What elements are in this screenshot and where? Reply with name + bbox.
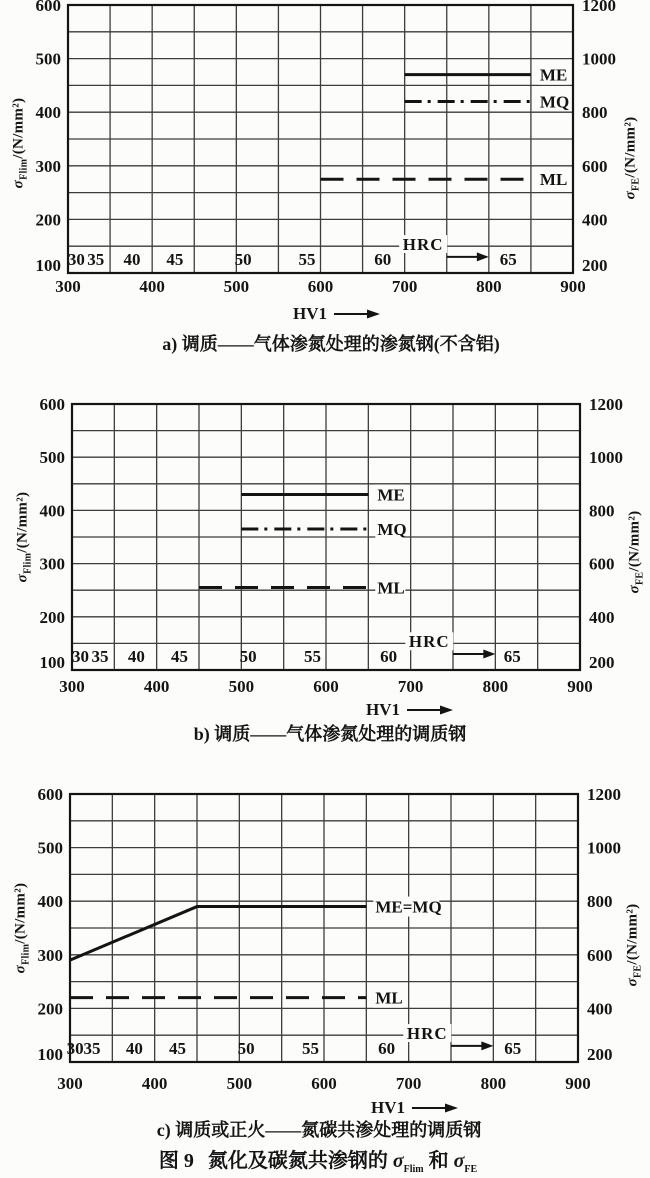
hrc-arrow-head xyxy=(477,252,489,261)
x-axis-label-b xyxy=(366,700,453,720)
y-right-tick: 400 xyxy=(587,999,613,1019)
y-right-tick: 800 xyxy=(589,501,615,521)
sigma-symbol: σ xyxy=(12,964,29,974)
y-left-tick: 500 xyxy=(37,838,63,858)
x-axis-label-c xyxy=(371,1098,458,1118)
hrc-value: 65 xyxy=(499,249,517,269)
chart-a xyxy=(36,0,617,296)
hrc-value: 35 xyxy=(83,1038,101,1058)
figure-number: 图 9 xyxy=(158,1150,194,1172)
y-right-tick: 400 xyxy=(582,210,608,230)
sigma-symbol: σ xyxy=(14,573,31,583)
x-tick: 900 xyxy=(565,1073,591,1093)
y-right-tick: 1000 xyxy=(589,448,623,468)
x-tick: 900 xyxy=(567,676,593,696)
y-left-tick: 100 xyxy=(35,255,61,275)
hrc-value: 55 xyxy=(303,646,321,666)
x-tick: 700 xyxy=(395,1073,422,1093)
sigma-symbol: σ xyxy=(392,1150,404,1172)
hrc-value: 45 xyxy=(169,1038,187,1058)
y-axis-label-right-b xyxy=(627,511,646,594)
y-left-tick: 600 xyxy=(37,784,63,804)
x-tick: 500 xyxy=(226,1073,253,1093)
axis-units: /(N/mm²) xyxy=(624,903,641,965)
y-left-tick: 500 xyxy=(35,49,61,69)
subcaption-a: a) 调质——气体渗氮处理的渗氮钢(不含铝) xyxy=(162,334,500,354)
hrc-value: 60 xyxy=(378,1038,396,1058)
series-label-MQ: MQ xyxy=(539,92,570,112)
y-right-tick: 1200 xyxy=(589,394,623,414)
sigma-subscript: FE xyxy=(632,964,644,979)
sigma-subscript: Flim xyxy=(22,552,34,574)
x-axis-label-a xyxy=(293,304,380,324)
hrc-value: 55 xyxy=(298,249,316,269)
figure-caption xyxy=(159,1144,477,1175)
y-right-tick: 200 xyxy=(589,652,615,672)
series-line-ME=MQ xyxy=(70,907,366,961)
axis-units: /(N/mm²) xyxy=(622,116,639,178)
series-label-ME: ME xyxy=(539,65,568,85)
x-tick: 400 xyxy=(141,1073,168,1093)
hrc-scale-label: HRC xyxy=(402,235,444,255)
hrc-value: 50 xyxy=(239,646,257,666)
series-label-ML: ML xyxy=(539,170,568,190)
y-right-tick: 200 xyxy=(582,255,608,275)
y-left-tick: 200 xyxy=(37,999,63,1019)
hrc-value: 30 xyxy=(71,646,89,666)
x-tick: 700 xyxy=(397,676,424,696)
y-left-tick: 100 xyxy=(37,1044,63,1064)
y-left-tick: 400 xyxy=(37,892,63,912)
series-label-MQ: MQ xyxy=(377,519,407,539)
y-left-tick: 500 xyxy=(39,448,65,468)
x-tick: 600 xyxy=(311,1073,337,1093)
axis-units: /(N/mm²) xyxy=(12,882,29,944)
sigma-subscript: Flim xyxy=(403,1164,424,1175)
sigma-symbol: σ xyxy=(626,585,643,594)
y-right-tick: 600 xyxy=(589,554,615,574)
right-arrow-icon xyxy=(412,1102,458,1114)
x-tick: 800 xyxy=(480,1073,507,1093)
x-tick: 300 xyxy=(59,676,85,696)
hrc-value: 45 xyxy=(171,646,189,666)
sigma-subscript: Flim xyxy=(18,158,30,180)
chart-c xyxy=(38,785,622,1093)
sigma-subscript: FE xyxy=(464,1164,478,1175)
chart-b xyxy=(40,395,624,696)
y-left-tick: 300 xyxy=(35,156,61,176)
y-axis-label-right-a xyxy=(623,117,642,200)
series-label-ME=MQ: ME=MQ xyxy=(375,897,442,917)
y-axis-label-left-a xyxy=(11,98,30,189)
x-axis-label-text: HV1 xyxy=(366,700,400,719)
hrc-value: 50 xyxy=(237,1038,255,1058)
axis-units: /(N/mm²) xyxy=(10,97,27,159)
hrc-value: 45 xyxy=(166,249,184,269)
axis-units: /(N/mm²) xyxy=(626,510,643,572)
right-arrow-icon xyxy=(334,308,380,320)
hrc-value: 40 xyxy=(125,1038,143,1058)
hrc-value: 65 xyxy=(503,646,521,666)
hrc-value: 30 xyxy=(66,1038,84,1058)
hrc-scale-label: HRC xyxy=(406,1024,448,1044)
sigma-subscript: Flim xyxy=(20,943,32,965)
x-tick: 700 xyxy=(391,276,418,296)
y-right-tick: 800 xyxy=(587,892,613,912)
x-tick: 600 xyxy=(313,676,339,696)
x-tick: 500 xyxy=(223,276,250,296)
hrc-value: 60 xyxy=(380,646,398,666)
x-tick: 900 xyxy=(560,276,586,296)
x-axis-label-text: HV1 xyxy=(371,1098,405,1117)
y-right-tick: 800 xyxy=(582,103,608,123)
figure-caption-and: 和 xyxy=(428,1150,449,1172)
y-right-tick: 1000 xyxy=(582,49,616,69)
sigma-symbol: σ xyxy=(622,191,639,200)
x-axis-label-text: HV1 xyxy=(293,304,327,323)
sigma-symbol: σ xyxy=(624,978,641,987)
y-left-tick: 200 xyxy=(35,210,61,230)
sigma-subscript: FE xyxy=(634,571,646,586)
hrc-value: 30 xyxy=(67,249,85,269)
subcaption-b: b) 调质——气体渗氮处理的调质钢 xyxy=(193,724,467,744)
sigma-symbol: σ xyxy=(10,179,27,189)
hrc-value: 40 xyxy=(123,249,141,269)
hrc-value: 60 xyxy=(374,249,392,269)
y-right-tick: 400 xyxy=(589,607,615,627)
x-tick: 600 xyxy=(307,276,334,296)
y-right-tick: 1200 xyxy=(582,0,616,15)
y-axis-label-right-c xyxy=(625,904,644,987)
subcaption-c: c) 调质或正火——氮碳共渗处理的调质钢 xyxy=(156,1120,482,1140)
y-left-tick: 400 xyxy=(35,103,61,123)
y-left-tick: 400 xyxy=(39,501,65,521)
sigma-symbol: σ xyxy=(453,1150,465,1172)
y-right-tick: 200 xyxy=(587,1044,613,1064)
x-tick: 800 xyxy=(476,276,502,296)
hrc-arrow-head xyxy=(483,650,495,659)
x-tick: 500 xyxy=(228,676,255,696)
y-left-tick: 200 xyxy=(39,607,65,627)
series-label-ML: ML xyxy=(375,988,403,1008)
y-axis-label-left-c xyxy=(13,883,32,974)
x-tick: 400 xyxy=(143,676,170,696)
right-arrow-icon xyxy=(407,704,453,716)
hrc-value: 35 xyxy=(91,646,109,666)
y-left-tick: 300 xyxy=(39,554,65,574)
y-right-tick: 1000 xyxy=(587,838,621,858)
series-label-ME: ME xyxy=(377,485,405,505)
y-left-tick: 100 xyxy=(39,652,65,672)
y-right-tick: 1200 xyxy=(587,784,621,804)
hrc-value: 55 xyxy=(301,1038,319,1058)
x-tick: 300 xyxy=(55,276,81,296)
x-tick: 300 xyxy=(57,1073,83,1093)
y-left-tick: 600 xyxy=(39,394,65,414)
figure-caption-text: 氮化及碳氮共渗钢的 xyxy=(207,1150,388,1172)
hrc-value: 40 xyxy=(127,646,145,666)
x-tick: 400 xyxy=(139,276,165,296)
hrc-scale-label: HRC xyxy=(408,632,450,652)
y-right-tick: 600 xyxy=(582,156,608,176)
hrc-arrow-head xyxy=(481,1041,493,1050)
series-label-ML: ML xyxy=(377,578,405,598)
y-axis-label-left-b xyxy=(15,492,34,583)
axis-units: /(N/mm²) xyxy=(14,491,31,553)
y-left-tick: 300 xyxy=(37,945,63,965)
sigma-subscript: FE xyxy=(630,177,642,192)
x-tick: 800 xyxy=(482,676,509,696)
y-left-tick: 600 xyxy=(35,0,61,15)
y-right-tick: 600 xyxy=(587,945,613,965)
hrc-value: 50 xyxy=(234,249,252,269)
hrc-value: 65 xyxy=(504,1038,522,1058)
hrc-value: 35 xyxy=(87,249,105,269)
